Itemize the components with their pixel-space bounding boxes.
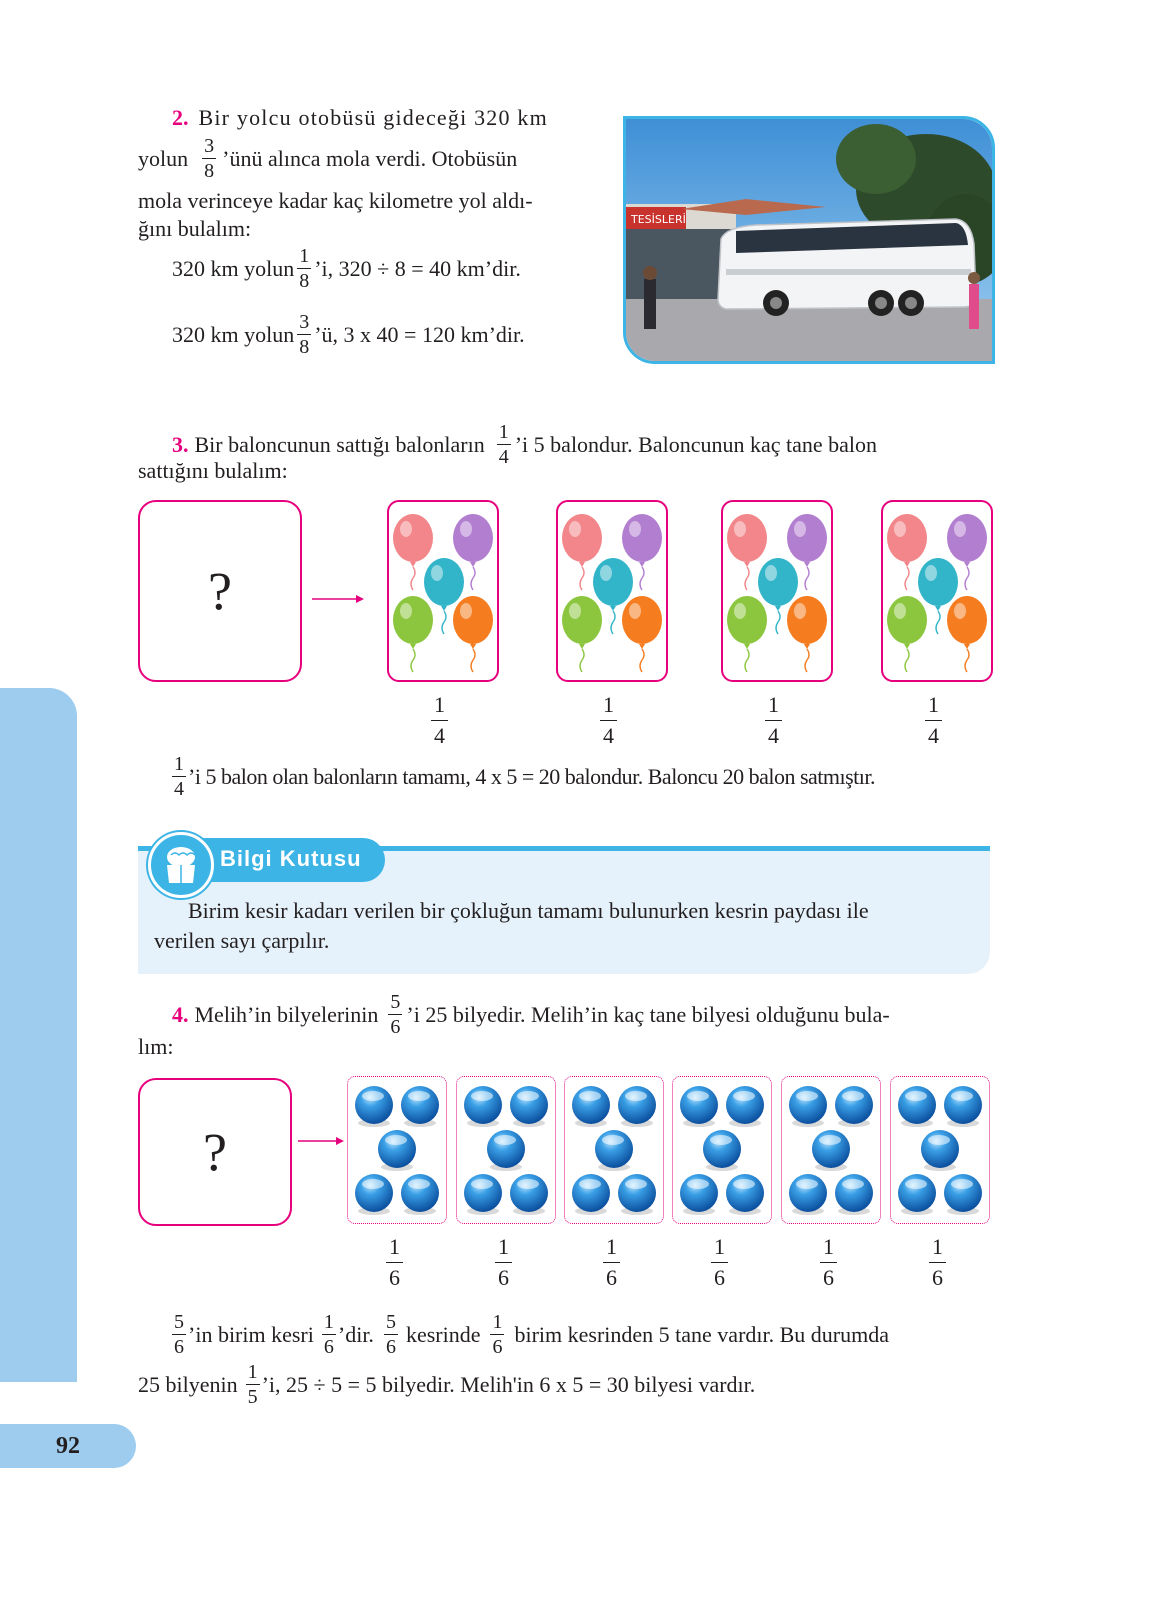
fraction-label: 1 6 [386,1236,403,1289]
balloon-icon [562,596,602,672]
marble-icon [921,1130,959,1171]
marble-icon [703,1130,741,1171]
marble-icon [618,1174,656,1215]
p2-line1: 2. Bir yolcu otobüsü gideceği 320 km [172,105,548,130]
fraction-label: 1 4 [765,694,782,747]
p3-answer-fraction: $\frac{1}{4}$ [174,753,184,800]
fraction-label: 1 4 [600,694,617,747]
p4-solution-line1: $\frac{5}{6}$ ’in birim kesri $\frac{1}{6}$ ’dir. $\frac{5}{6}$ kesrinde $\frac{1}{6}$ birim kesrinden 5 tane vardır. Bu durumda [174,1311,889,1358]
marble-icon [355,1086,393,1127]
marble-icon [944,1174,982,1215]
marble-group [781,1076,881,1224]
question-mark: ? [203,1122,227,1182]
marble-icon [378,1130,416,1171]
info-box-title: Bilgi Kutusu [220,846,362,871]
marble-icon [789,1174,827,1215]
p3-line2: sattığını bulalım: [138,458,288,483]
marble-group [564,1076,664,1224]
p4-arrow-icon [298,1134,344,1148]
p2-fraction-1-8: $\frac{1}{8}$ [299,245,310,292]
p4-fraction-5-6: $\frac{5}{6}$ [390,991,401,1038]
p2-fraction-3-8: $\frac{3}{8}$ [204,135,215,182]
marble-icon [835,1174,873,1215]
marble-icon [510,1174,548,1215]
marble-icon [355,1174,393,1215]
marble-icon [789,1086,827,1127]
p2-step2: 320 km yolun $\frac{3}{8}$ ’ü, 3 x 40 = 120 km’dir. [172,311,525,358]
bus-photo [623,116,995,364]
fraction-label: 1 4 [925,694,942,747]
marble-icon [898,1174,936,1215]
p3-number: 3. [172,431,189,457]
marble-icon [680,1086,718,1127]
marble-icon [487,1130,525,1171]
bus-illustration [626,119,992,361]
side-band [0,688,77,1382]
marble-icon [401,1174,439,1215]
balloon-group [556,500,668,682]
brain-box-icon [148,832,214,898]
p4-number: 4. [172,1001,189,1027]
p2-line3: mola verinceye kadar kaç kilometre yol aldı- [138,188,533,213]
p3-fraction-1-4: $\frac{1}{4}$ [498,421,509,468]
p4-line2: lım: [138,1034,174,1059]
marble-icon [812,1130,850,1171]
fraction-label: 1 6 [820,1236,837,1289]
fraction-label: 1 6 [711,1236,728,1289]
p3-arrow-icon [312,592,364,606]
p3-answer: $\frac{1}{4}$ ’i 5 balon olan balonların tamamı, 4 x 5 = 20 balondur. Baloncu 20 balon satmıştır. [174,753,876,800]
marble-icon [464,1174,502,1215]
marble-group [347,1076,447,1224]
marble-icon [835,1086,873,1127]
balloon-group [721,500,833,682]
p3-question-box [138,500,302,682]
marble-icon [944,1086,982,1127]
info-box-line1: Birim kesir kadarı verilen bir çokluğun tamamı bulunurken kesrin paydası ile [188,898,869,923]
marble-icon [464,1086,502,1127]
marble-icon [898,1086,936,1127]
marble-group [456,1076,556,1224]
p4-line1: 4. Melih’in bilyelerinin $\frac{5}{6}$ ’i 25 bilyedir. Melih’in kaç tane bilyesi olduğunu bula- [172,991,890,1038]
balloon-group [387,500,499,682]
fraction-label: 1 6 [929,1236,946,1289]
info-box-line2: verilen sayı çarpılır. [154,928,330,953]
marble-icon [595,1130,633,1171]
p4-question-box [138,1078,292,1226]
marble-icon [572,1174,610,1215]
marble-icon [572,1086,610,1127]
balloon-icon [787,596,827,672]
balloon-icon [727,596,767,672]
fraction-label: 1 4 [431,694,448,747]
marble-icon [726,1086,764,1127]
marble-icon [510,1086,548,1127]
p3-line1: 3. Bir baloncunun sattığı balonların $\frac{1}{4}$ ’i 5 balondur. Baloncunun kaç tane balon [172,421,878,468]
marble-icon [680,1174,718,1215]
question-mark: ? [208,561,232,621]
marble-icon [401,1086,439,1127]
marble-group [890,1076,990,1224]
facility-sign: TESİSLERİ [631,213,686,226]
page-number: 92 [0,1424,136,1468]
balloon-icon [622,596,662,672]
fraction-label: 1 6 [495,1236,512,1289]
balloon-group [881,500,993,682]
balloon-icon [887,596,927,672]
p2-fraction-3-8b: $\frac{3}{8}$ [299,311,310,358]
marble-icon [726,1174,764,1215]
p2-line4: ğını bulalım: [138,216,252,241]
fraction-label: 1 6 [603,1236,620,1289]
p2-number: 2. [172,105,189,130]
p2-line2: yolun $\frac{3}{8}$ ’ünü alınca mola verdi. Otobüsün [138,135,518,182]
balloon-icon [393,596,433,672]
p2-step1: 320 km yolun $\frac{1}{8}$ ’i, 320 ÷ 8 = 40 km’dir. [172,245,521,292]
balloon-icon [947,596,987,672]
balloon-icon [453,596,493,672]
marble-icon [618,1086,656,1127]
p4-solution-line2: 25 bilyenin $\frac{1}{5}$ ’i, 25 ÷ 5 = 5 bilyedir. Melih'in 6 x 5 = 30 bilyesi vardır. [138,1361,756,1408]
marble-group [672,1076,772,1224]
